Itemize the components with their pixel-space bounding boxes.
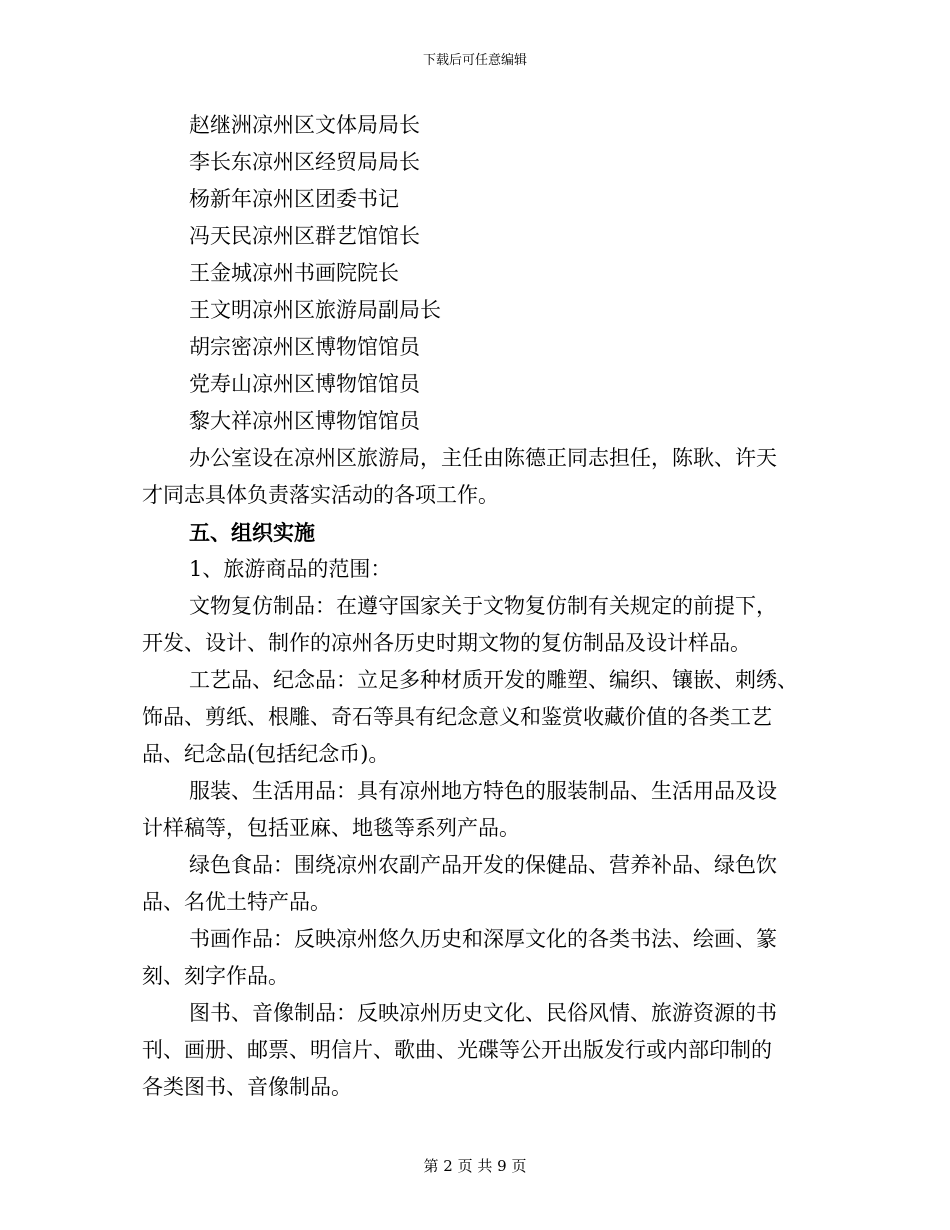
- member-line: 胡宗密凉州区博物馆馆员: [189, 335, 420, 359]
- office-paragraph-line: 才同志具体负责落实活动的各项工作。: [142, 483, 499, 507]
- item-paragraph-line: 刊、画册、邮票、明信片、歌曲、光碟等公开出版发行或内部印制的: [142, 1038, 772, 1062]
- item-paragraph-line: 文物复仿制品：在遵守国家关于文物复仿制有关规定的前提下，: [189, 594, 777, 618]
- member-line: 冯天民凉州区群艺馆馆长: [189, 224, 420, 248]
- item-paragraph-line: 工艺品、纪念品：立足多种材质开发的雕塑、编织、镶嵌、刺绣、: [189, 668, 798, 692]
- item-paragraph-line: 刻、刻字作品。: [142, 964, 289, 988]
- member-line: 黎大祥凉州区博物馆馆员: [189, 409, 420, 433]
- member-line: 王金城凉州书画院院长: [189, 261, 399, 285]
- member-line: 王文明凉州区旅游局副局长: [189, 298, 441, 322]
- office-paragraph-line: 办公室设在凉州区旅游局，主任由陈德正同志担任，陈耿、许天: [189, 446, 777, 470]
- item-paragraph-line: 计样稿等，包括亚麻、地毯等系列产品。: [142, 816, 520, 840]
- item-paragraph-line: 书画作品：反映凉州悠久历史和深厚文化的各类书法、绘画、篆: [189, 927, 777, 951]
- section-heading: 五、组织实施: [189, 520, 315, 545]
- item-paragraph-line: 服装、生活用品：具有凉州地方特色的服装制品、生活用品及设: [189, 779, 777, 803]
- item-paragraph-line: 开发、设计、制作的凉州各历史时期文物的复仿制品及设计样品。: [142, 631, 751, 655]
- item-paragraph-line: 绿色食品：围绕凉州农副产品开发的保健品、营养补品、绿色饮: [189, 853, 777, 877]
- item-paragraph-line: 品、纪念品(包括纪念币)。: [142, 742, 390, 766]
- member-line: 李长东凉州区经贸局局长: [189, 150, 420, 174]
- item-paragraph-line: 品、名优土特产品。: [142, 890, 331, 914]
- member-line: 杨新年凉州区团委书记: [189, 187, 399, 211]
- member-line: 党寿山凉州区博物馆馆员: [189, 372, 420, 396]
- subsection-heading: 1、旅游商品的范围：: [189, 557, 392, 581]
- item-paragraph-line: 饰品、剪纸、根雕、奇石等具有纪念意义和鉴赏收藏价值的各类工艺: [142, 705, 772, 729]
- page-number: 第 2 页 共 9 页: [423, 1157, 527, 1175]
- page-header-note: 下载后可任意编辑: [422, 53, 527, 68]
- member-line: 赵继洲凉州区文体局局长: [189, 113, 420, 137]
- item-paragraph-line: 图书、音像制品：反映凉州历史文化、民俗风情、旅游资源的书: [189, 1001, 777, 1025]
- item-paragraph-line: 各类图书、音像制品。: [142, 1075, 352, 1099]
- document-body: [142, 107, 810, 1106]
